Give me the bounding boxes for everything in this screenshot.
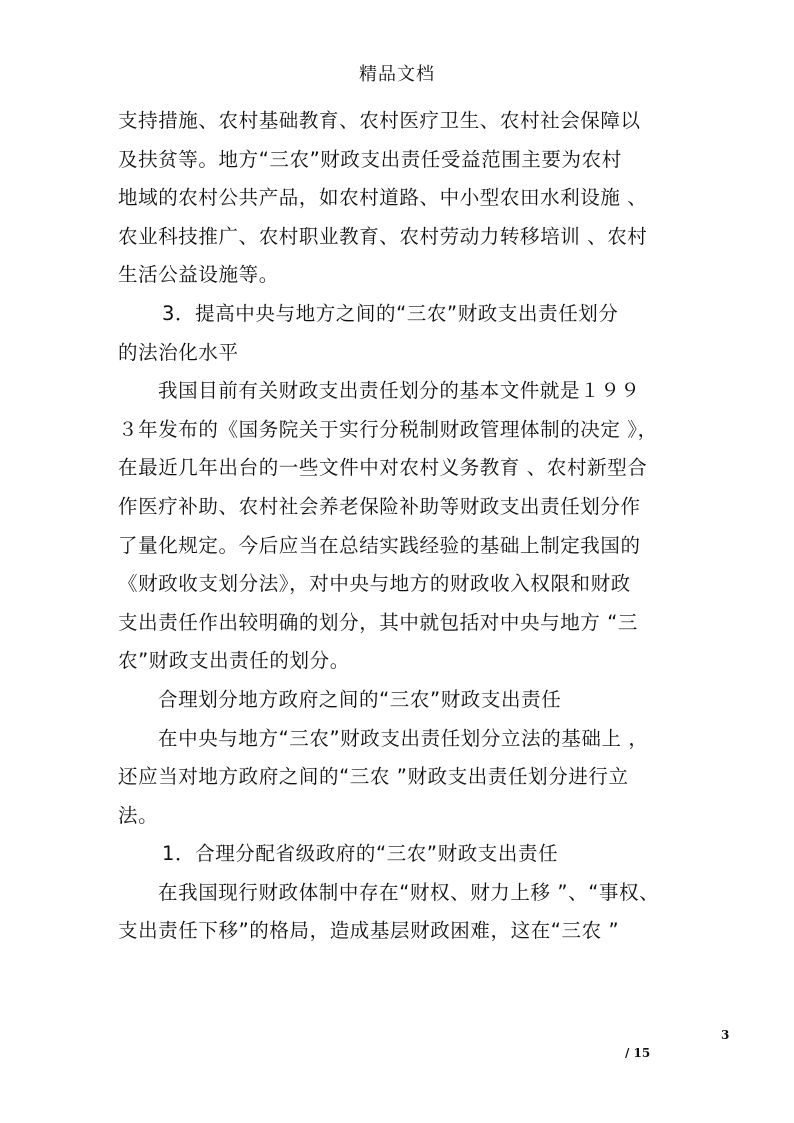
- text-line: 支出责任作出较明确的划分，其中就包括对中央与地方 “三: [118, 610, 639, 634]
- text-line: 还应当对地方政府之间的“三农 ”财政支出责任划分进行立: [118, 765, 629, 789]
- section-heading-3: 3．提高中央与地方之间的“三农”财政支出责任划分: [162, 301, 619, 325]
- text-line: 及扶贫等。地方“三农”财政支出责任受益范围主要为农村: [118, 147, 622, 171]
- document-body: [118, 102, 698, 951]
- text-line: 农”财政支出责任的划分。: [118, 649, 350, 673]
- text-line: 支出责任下移”的格局，造成基层财政困难，这在“三农 ”: [118, 919, 620, 943]
- section-heading: 合理划分地方政府之间的“三农”财政支出责任: [158, 687, 562, 711]
- section-heading-1: 1．合理分配省级政府的“三农”财政支出责任: [162, 842, 559, 866]
- text-line: ３年发布的《国务院关于实行分税制财政管理体制的决定 》，: [118, 417, 658, 441]
- text-line: 农业科技推广、农村职业教育、农村劳动力转移培训 、农村: [118, 224, 648, 248]
- document-header-title: 精品文档: [359, 64, 435, 85]
- text-line: 法。: [118, 803, 159, 827]
- text-line: 在中央与地方“三农”财政支出责任划分立法的基础上 ，: [158, 726, 649, 750]
- page-total: / 15: [625, 1046, 651, 1060]
- text-line: 我国目前有关财政支出责任划分的基本文件就是１９９: [158, 379, 641, 403]
- text-line: 《财政收支划分法》，对中央与地方的财政收入权限和财政: [118, 572, 631, 596]
- text-line: 支持措施、农村基础教育、农村医疗卫生、农村社会保障以: [118, 109, 641, 132]
- text-line: 在最近几年出台的一些文件中对农村义务教育 、农村新型合: [118, 456, 648, 480]
- text-line: 生活公益设施等。: [118, 263, 279, 287]
- text-line: 作医疗补助、农村社会养老保险补助等财政支出责任划分作: [118, 494, 641, 518]
- text-line: 了量化规定。今后应当在总结实践经验的基础上制定我国的: [118, 533, 641, 557]
- text-line: 地域的农村公共产品，如农村道路、中小型农田水利设施 、: [118, 186, 648, 210]
- text-line: 在我国现行财政体制中存在“财权、财力上移 ”、“事权、: [158, 880, 660, 904]
- page-number: 3: [721, 1028, 730, 1042]
- section-heading-3-continued: 的法治化水平: [118, 340, 239, 364]
